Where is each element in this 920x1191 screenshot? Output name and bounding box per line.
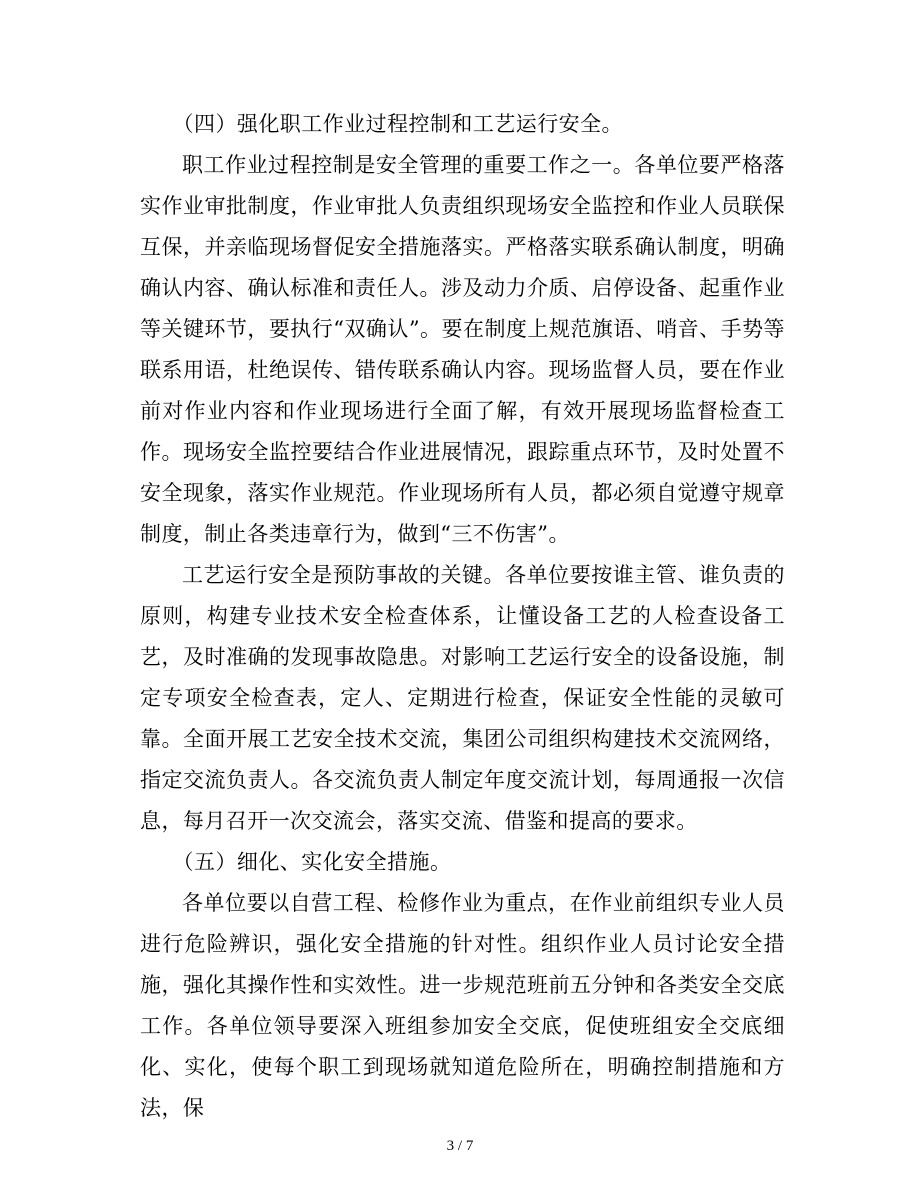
section-heading-5: （五）细化、实化安全措施。 — [172, 850, 452, 874]
page-number: 3 / 7 — [446, 1138, 474, 1154]
paragraph-safety-measures: 各单位要以自营工程、检修作业为重点，在作业前组织专业人员进行危险辨识，强化安全措施的针对性。组织作业人员讨论安全措施，强化其操作性和实效性。进一步规范班前五分钟和各类安全交底工作。各单位领导要深入班组参加安全交底，促使班组安全交底细化、实化，使每个职工到现场就知道危险所在，明确控制措施和方法，保 — [140, 891, 785, 1120]
section-heading-4: （四）强化职工作业过程控制和工艺运行安全。 — [172, 112, 623, 136]
document-body — [140, 104, 785, 1129]
paragraph-process-safety: 工艺运行安全是预防事故的关键。各单位要按谁主管、谁负责的原则，构建专业技术安全检查体系，让懂设备工艺的人检查设备工艺，及时准确的发现事故隐患。对影响工艺运行安全的设备设施，制定专项安全检查表，定人、定期进行检查，保证安全性能的灵敏可靠。全面开展工艺安全技术交流，集团公司组织构建技术交流网络，指定交流负责人。各交流负责人制定年度交流计划，每周通报一次信息，每月召开一次交流会，落实交流、借鉴和提高的要求。 — [140, 563, 785, 833]
paragraph-process-control: 职工作业过程控制是安全管理的重要工作之一。各单位要严格落实作业审批制度，作业审批人负责组织现场安全监控和作业人员联保互保，并亲临现场督促安全措施落实。严格落实联系确认制度，明确确认内容、确认标准和责任人。涉及动力介质、启停设备、起重作业等关键环节，要执行“双确认”。要在制度上规范旗语、哨音、手势等联系用语，杜绝误传、错传联系确认内容。现场监督人员，要在作业前对作业内容和作业现场进行全面了解，有效开展现场监督检查工作。现场安全监控要结合作业进展情况，跟踪重点环节，及时处置不安全现象，落实作业规范。作业现场所有人员，都必须自觉遵守规章制度，制止各类违章行为，做到“三不伤害”。 — [140, 153, 785, 546]
